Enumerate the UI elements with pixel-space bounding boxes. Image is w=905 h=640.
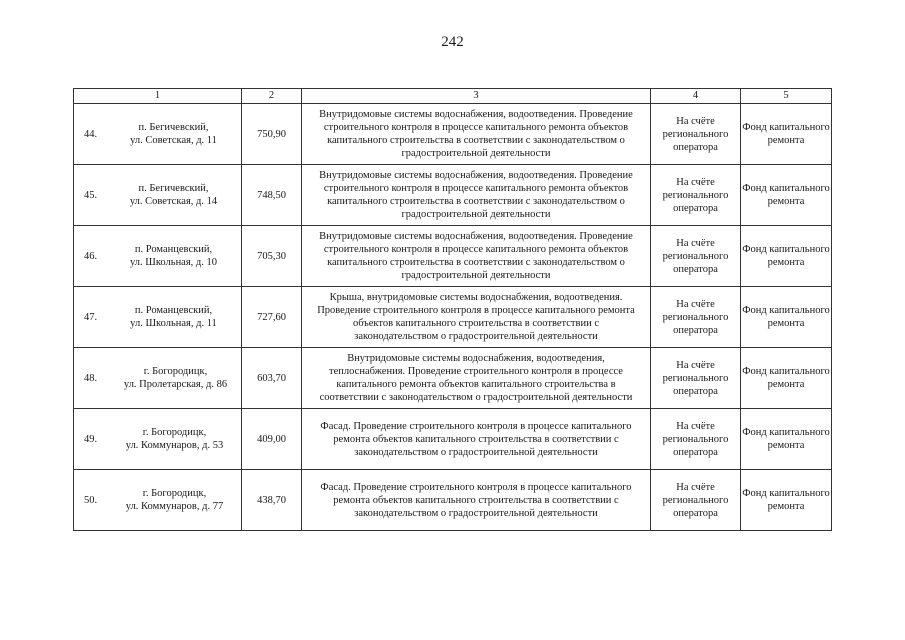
address-locality: п. Бегичевский, bbox=[138, 183, 209, 194]
area-cell: 750,90 bbox=[242, 104, 302, 165]
column-header: 5 bbox=[741, 89, 832, 104]
address-street: ул. Школьная, д. 11 bbox=[130, 318, 217, 329]
address-cell bbox=[74, 104, 242, 165]
address-locality: г. Богородицк, bbox=[142, 488, 207, 499]
fund-cell: Фонд капитального ремонта bbox=[741, 470, 832, 531]
column-header: 4 bbox=[651, 89, 741, 104]
address-cell bbox=[74, 226, 242, 287]
address-street: ул. Коммунаров, д. 53 bbox=[125, 440, 224, 451]
fund-cell: Фонд капитального ремонта bbox=[741, 165, 832, 226]
fund-cell: Фонд капитального ремонта bbox=[741, 348, 832, 409]
account-cell: На счёте регионального оператора bbox=[651, 470, 741, 531]
table-row bbox=[74, 287, 832, 348]
fund-cell: Фонд капитального ремонта bbox=[741, 226, 832, 287]
row-number: 47. bbox=[84, 311, 98, 323]
table-row bbox=[74, 226, 832, 287]
works-cell: Фасад. Проведение строительного контроля в процессе капитального ремонта объектов капитального строительства в соответствии с законодательством о градостроительной деятельности bbox=[302, 470, 651, 531]
account-cell: На счёте регионального оператора bbox=[651, 226, 741, 287]
works-cell: Фасад. Проведение строительного контроля в процессе капитального ремонта объектов капитального строительства в соответствии с законодательством о градостроительной деятельности bbox=[302, 409, 651, 470]
row-number: 50. bbox=[84, 494, 98, 506]
table-row bbox=[74, 409, 832, 470]
table-row bbox=[74, 348, 832, 409]
column-header: 3 bbox=[302, 89, 651, 104]
address-street: ул. Советская, д. 14 bbox=[129, 196, 218, 207]
account-cell: На счёте регионального оператора bbox=[651, 165, 741, 226]
address-cell bbox=[74, 409, 242, 470]
address-locality: г. Богородицк, bbox=[143, 366, 208, 377]
column-header: 2 bbox=[242, 89, 302, 104]
works-cell: Внутридомовые системы водоснабжения, водоотведения. Проведение строительного контроля в процессе капитального ремонта объектов капитального строительства в соответствии с законодательством о градостроительной деятельности bbox=[302, 104, 651, 165]
row-number: 44. bbox=[84, 128, 98, 140]
repair-works-table bbox=[73, 88, 832, 531]
address-street: ул. Советская, д. 11 bbox=[130, 135, 217, 146]
fund-cell: Фонд капитального ремонта bbox=[741, 287, 832, 348]
area-cell: 409,00 bbox=[242, 409, 302, 470]
address-street: ул. Школьная, д. 10 bbox=[129, 257, 218, 268]
works-cell: Крыша, внутридомовые системы водоснабжения, водоотведения. Проведение строительного контроля в процессе капитального ремонта объектов капитального строительства в соответствии с законодательством о градостроительной деятельности bbox=[302, 287, 651, 348]
row-number: 46. bbox=[84, 250, 98, 262]
table-header-row bbox=[74, 89, 832, 104]
account-cell: На счёте регионального оператора bbox=[651, 104, 741, 165]
area-cell: 603,70 bbox=[242, 348, 302, 409]
row-number: 49. bbox=[84, 433, 98, 445]
area-cell: 748,50 bbox=[242, 165, 302, 226]
column-header: 1 bbox=[74, 89, 242, 104]
address-locality: п. Романцевский, bbox=[134, 244, 213, 255]
fund-cell: Фонд капитального ремонта bbox=[741, 104, 832, 165]
address-cell bbox=[74, 470, 242, 531]
area-cell: 705,30 bbox=[242, 226, 302, 287]
table-row bbox=[74, 470, 832, 531]
works-cell: Внутридомовые системы водоснабжения, водоотведения. Проведение строительного контроля в процессе капитального ремонта объектов капитального строительства в соответствии с законодательством о градостроительной деятельности bbox=[302, 226, 651, 287]
address-cell bbox=[74, 348, 242, 409]
account-cell: На счёте регионального оператора bbox=[651, 287, 741, 348]
address-cell bbox=[74, 287, 242, 348]
account-cell: На счёте регионального оператора bbox=[651, 348, 741, 409]
address-locality: п. Бегичевский, bbox=[138, 122, 209, 133]
row-number: 45. bbox=[84, 189, 98, 201]
works-cell: Внутридомовые системы водоснабжения, водоотведения. Проведение строительного контроля в процессе капитального ремонта объектов капитального строительства в соответствии с законодательством о градостроительной деятельности bbox=[302, 165, 651, 226]
table-body bbox=[74, 104, 832, 531]
address-locality: п. Романцевский, bbox=[134, 305, 213, 316]
page-number: 242 bbox=[441, 34, 464, 50]
fund-cell: Фонд капитального ремонта bbox=[741, 409, 832, 470]
account-cell: На счёте регионального оператора bbox=[651, 409, 741, 470]
area-cell: 727,60 bbox=[242, 287, 302, 348]
table-row bbox=[74, 104, 832, 165]
area-cell: 438,70 bbox=[242, 470, 302, 531]
address-street: ул. Коммунаров, д. 77 bbox=[125, 501, 224, 512]
address-locality: г. Богородицк, bbox=[142, 427, 207, 438]
table-row bbox=[74, 165, 832, 226]
address-cell bbox=[74, 165, 242, 226]
row-number: 48. bbox=[84, 372, 98, 384]
address-street: ул. Пролетарская, д. 86 bbox=[123, 379, 228, 390]
works-cell: Внутридомовые системы водоснабжения, водоотведения, теплоснабжения. Проведение строительного контроля в процессе капитального ремонта объектов капитального строительства в соответствии с законодательством о градостроительной деятельности bbox=[302, 348, 651, 409]
